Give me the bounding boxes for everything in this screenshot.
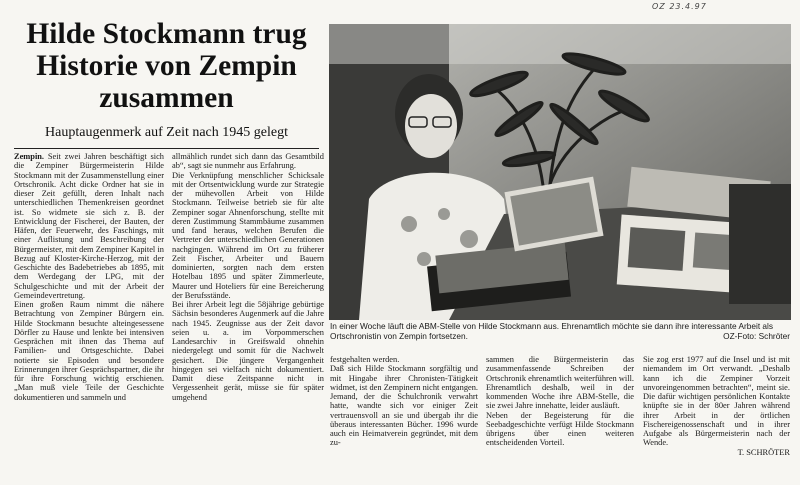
headline-rule <box>14 148 319 149</box>
author-byline: T. SCHRÖTER <box>737 447 790 457</box>
photo-caption-text: In einer Woche läuft die ABM-Stelle von Hilde Stockmann aus. Ehrenamtlich möchte sie dann ihre interessante Arbeit als Ortschronistin von Zempin fortsetzen. <box>330 321 774 341</box>
article-column-5-text: Sie zog erst 1977 auf die Insel und ist mit niemandem im Ort verwandt. „Deshalb kann ich die Zempiner Vorzeit unvoreingenommen betrachten“, meint sie. Die dafür wichtigen persönlichen Kontakte knüpfte sie in der 80er Jahren während ihrer Arbeit in der örtlichen Fischereigenossenschaft und in ihrer Aufgabe als Bürgermeisterin nach der Wende. <box>643 355 790 448</box>
article-column-4: sammen die Bürgermeisterin das zusammenfassende Schreiben der Ortschronik ehrenamtlich weiterführen will. Ehrenamtlich deshalb, weil in der kommenden Woche ihre ABM-Stelle, die sie zwei Jahre innehatte, leider ausläuft. Neben der Begeisterung für die Seebadgeschichte verfügt Hilde Stockmann übrigens über einen weiteren entscheidenden Vorteil. <box>486 355 634 448</box>
article-column-3: festgehalten werden. Daß sich Hilde Stockmann sorgfältig und mit Hingabe ihrer Chronisten-Tätigkeit widmet, ist den Zempinern nicht entgangen. Jemand, der die Schulchronik verwahrt hatte, wandte sich vor einiger Zeit vertrauensvoll an sie und übergab ihr die überaus interessanten Bücher. 1996 wurde auch ein Heimatverein gegründet, mit dem zu- <box>330 355 478 448</box>
article-column-1-text: Seit zwei Jahren beschäftigt sich die Zempiner Bürgermeisterin Hilde Stockmann mit der Zusammenstellung einer Ortschronik. Acht dicke Ordner hat sie in dieser Zeit gefüllt, deren Inhalt nach unterschiedlichen Themenkreisen geordnet ist. So widmete sie sich z. B. der Entwicklung der Fischerei, der Bauten, der Häfen, der Feuerwehr, des Faschings, mit einer Auflistung und Beschreibung der Bürgermeister, mit dem Zempiner Kapitel in Bezug auf Kloster-Kirche-Herzog, mit der Geschichte des Badebetriebes ab 1895, mit dem Werdegang der LPG, mit der Schulgeschichte und mit der Arbeit der Gemeindevertretung. Einen großen Raum nimmt die nähere Betrachtung von Zempiner Bürgern ein. Hilde Stockmann besuchte alteingesessene Dörfler zu Hause und lenkte bei intensiven Gesprächen mit ihnen das Thema auf Familien- und Ortsgeschichte. Dabei notierte sie Episoden und besondere Erinnerungen ihrer Gesprächspartner, die ihr für ihre Forschung wichtig erschienen. „Man muß viele Teile der Geschichte dokumentieren und sammeln und <box>14 152 164 402</box>
photo-credit: OZ-Foto: Schröter <box>723 330 790 341</box>
handwritten-date-note: OZ 23.4.97 <box>652 2 707 11</box>
article-column-5 <box>643 355 790 484</box>
article-photo <box>329 24 791 320</box>
subheadline: Hauptaugenmerk auf Zeit nach 1945 gelegt <box>45 125 288 140</box>
article-column-1 <box>14 152 164 484</box>
dateline: Zempin. <box>14 152 45 161</box>
photo-illustration <box>329 24 791 320</box>
photo-caption <box>330 322 790 341</box>
headline: Hilde Stockmann trug Historie von Zempin zusammen <box>26 18 307 114</box>
article-column-2: allmählich rundet sich dann das Gesamtbild ab“, sagt sie nunmehr aus Erfahrung. Die Verknüpfung menschlicher Schicksale mit der Ortsentwicklung wurde zur Strategie der mühevollen Arbeit von Hilde Stockmann. Teilweise betrieb sie für alte Zempiner sogar Ahnenforschung, stellte mit deren Zustimmung Stammbäume zusammen und fand heraus, welchen Berufen die Vertreter der unterschiedlichen Generationen nachgingen. Während im Ort zu früherer Zeit Fischer, Arbeiter und Bauern dominierten, sorgten nach dem ersten Hotelbau 1895 und später Zimmerleute, Maurer und Hoteliers für eine Bereicherung der Berufsstände. Bei ihrer Arbeit legt die 58jährige gebürtige Sächsin besonderes Augenmerk auf die Jahre nach 1945. Zeugnisse aus der Zeit davor seien u. a. im Vorpommerschen Landesarchiv in Greifswald ohnehin niedergelegt und somit für die Nachwelt gesichert. Die jüngere Vergangenheit hingegen sei vielfach nicht dokumentiert. Damit diese Zeitspanne nicht in Vergessenheit gerät, müsse sie für später umgehend <box>172 152 324 402</box>
